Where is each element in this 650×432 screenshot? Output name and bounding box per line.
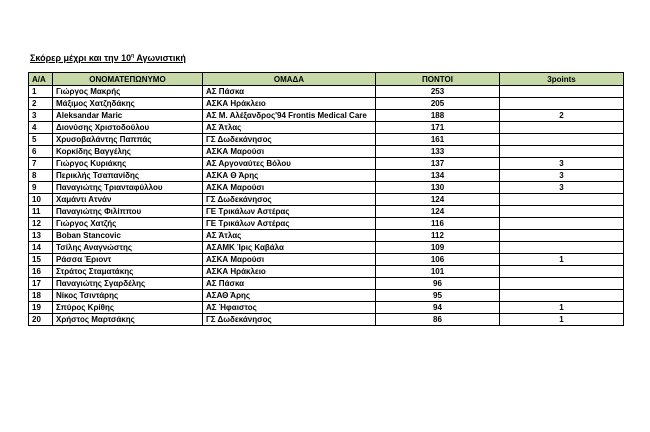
team-name: ΓΣ Δωδεκάνησος (203, 134, 376, 146)
player-name: Γιώργος Μακρής (53, 86, 203, 98)
threes-value: 1 (500, 314, 624, 326)
table-row (29, 230, 624, 242)
row-number: 5 (29, 134, 53, 146)
row-number: 13 (29, 230, 53, 242)
header-threes: 3points (500, 73, 624, 86)
row-number: 6 (29, 146, 53, 158)
row-number: 19 (29, 302, 53, 314)
table-row (29, 182, 624, 194)
player-name: Σπύρος Κρίθης (53, 302, 203, 314)
points-value: 171 (376, 122, 500, 134)
team-name: ΑΣΚΑ Ηράκλειο (203, 98, 376, 110)
row-number: 20 (29, 314, 53, 326)
player-name: Κορκίδης Βαγγέλης (53, 146, 203, 158)
player-name: Νίκος Τσιντάρης (53, 290, 203, 302)
threes-value (500, 86, 624, 98)
table-row (29, 134, 624, 146)
points-value: 161 (376, 134, 500, 146)
threes-value: 1 (500, 254, 624, 266)
table-row (29, 194, 624, 206)
table-header-row (29, 73, 624, 86)
team-name: ΑΣΑΘ Άρης (203, 290, 376, 302)
points-value: 205 (376, 98, 500, 110)
team-name: ΓΣ Δωδεκάνησος (203, 314, 376, 326)
table-row (29, 158, 624, 170)
threes-value (500, 218, 624, 230)
player-name: Τσίλης Αναγνώστης (53, 242, 203, 254)
player-name: Χρυσοβαλάντης Παππάς (53, 134, 203, 146)
row-number: 4 (29, 122, 53, 134)
scorers-table (28, 72, 624, 326)
row-number: 10 (29, 194, 53, 206)
team-name: ΑΣΑΜΚ Ίρις Καβάλα (203, 242, 376, 254)
table-row (29, 170, 624, 182)
points-value: 253 (376, 86, 500, 98)
player-name: Χαμάντι Ατνάν (53, 194, 203, 206)
player-name: Παναγιώτης Τριανταφύλλου (53, 182, 203, 194)
row-number: 9 (29, 182, 53, 194)
points-value: 116 (376, 218, 500, 230)
team-name: ΓΕ Τρικάλων Αστέρας (203, 206, 376, 218)
table-body (29, 86, 624, 326)
points-value: 86 (376, 314, 500, 326)
player-name: Χρήστος Μαρτσάκης (53, 314, 203, 326)
row-number: 16 (29, 266, 53, 278)
player-name: Μάξιμος Χατζηδάκης (53, 98, 203, 110)
row-number: 15 (29, 254, 53, 266)
header-name: ΟΝΟΜΑΤΕΠΩΝΥΜΟ (53, 73, 203, 86)
threes-value (500, 122, 624, 134)
table-row (29, 278, 624, 290)
threes-value (500, 266, 624, 278)
table-row (29, 254, 624, 266)
player-name: Στράτος Σταματάκης (53, 266, 203, 278)
team-name: ΑΣ Άτλας (203, 122, 376, 134)
row-number: 7 (29, 158, 53, 170)
points-value: 124 (376, 206, 500, 218)
team-name: ΑΣ Πάσκα (203, 278, 376, 290)
threes-value: 3 (500, 170, 624, 182)
threes-value (500, 134, 624, 146)
header-points: ΠΟΝΤΟΙ (376, 73, 500, 86)
team-name: ΑΣ Άτλας (203, 230, 376, 242)
table-row (29, 266, 624, 278)
points-value: 112 (376, 230, 500, 242)
header-team: ΟΜΑΔΑ (203, 73, 376, 86)
table-row (29, 98, 624, 110)
threes-value: 3 (500, 158, 624, 170)
points-value: 95 (376, 290, 500, 302)
points-value: 124 (376, 194, 500, 206)
team-name: ΑΣ Αργοναύτες Βόλου (203, 158, 376, 170)
player-name: Παναγιώτης Σγαρδέλης (53, 278, 203, 290)
row-number: 12 (29, 218, 53, 230)
points-value: 130 (376, 182, 500, 194)
row-number: 11 (29, 206, 53, 218)
player-name: Aleksandar Maric (53, 110, 203, 122)
threes-value (500, 242, 624, 254)
player-name: Παναγιώτης Φιλίππου (53, 206, 203, 218)
row-number: 8 (29, 170, 53, 182)
points-value: 134 (376, 170, 500, 182)
player-name: Γιώργος Χατζής (53, 218, 203, 230)
player-name: Διονύσης Χριστοδούλου (53, 122, 203, 134)
table-row (29, 122, 624, 134)
row-number: 14 (29, 242, 53, 254)
table-row (29, 110, 624, 122)
player-name: Boban Stancovic (53, 230, 203, 242)
threes-value (500, 278, 624, 290)
points-value: 137 (376, 158, 500, 170)
points-value: 101 (376, 266, 500, 278)
row-number: 17 (29, 278, 53, 290)
points-value: 106 (376, 254, 500, 266)
row-number: 18 (29, 290, 53, 302)
points-value: 188 (376, 110, 500, 122)
threes-value: 3 (500, 182, 624, 194)
row-number: 3 (29, 110, 53, 122)
player-name: Γιώργος Κυριάκης (53, 158, 203, 170)
table-row (29, 314, 624, 326)
row-number: 1 (29, 86, 53, 98)
team-name: ΑΣΚΑ Μαρούσι (203, 254, 376, 266)
points-value: 109 (376, 242, 500, 254)
threes-value (500, 290, 624, 302)
team-name: ΑΣ Μ. Αλέξανδρος'94 Frontis Medical Care (203, 110, 376, 122)
page-title: Σκόρερ μέχρι και την $10^\eta$ Αγωνιστική (30, 53, 186, 63)
table-row (29, 218, 624, 230)
team-name: ΓΕ Τρικάλων Αστέρας (203, 218, 376, 230)
table-row (29, 302, 624, 314)
player-name: Ράσσα Έριοντ (53, 254, 203, 266)
player-name: Περικλής Τσαπανίδης (53, 170, 203, 182)
table-row (29, 206, 624, 218)
team-name: ΑΣΚΑ Μαρούσι (203, 182, 376, 194)
team-name: ΓΣ Δωδεκάνησος (203, 194, 376, 206)
row-number: 2 (29, 98, 53, 110)
team-name: ΑΣ Πάσκα (203, 86, 376, 98)
team-name: ΑΣ Ήφαιστος (203, 302, 376, 314)
table-row (29, 146, 624, 158)
threes-value (500, 230, 624, 242)
team-name: ΑΣΚΑ Θ Άρης (203, 170, 376, 182)
table-row (29, 86, 624, 98)
threes-value (500, 194, 624, 206)
threes-value (500, 146, 624, 158)
threes-value (500, 206, 624, 218)
points-value: 94 (376, 302, 500, 314)
table-row (29, 242, 624, 254)
table-row (29, 290, 624, 302)
points-value: 96 (376, 278, 500, 290)
header-aa: Α/Α (29, 73, 53, 86)
points-value: 133 (376, 146, 500, 158)
threes-value: 1 (500, 302, 624, 314)
threes-value (500, 98, 624, 110)
threes-value: 2 (500, 110, 624, 122)
team-name: ΑΣΚΑ Μαρούσι (203, 146, 376, 158)
team-name: ΑΣΚΑ Ηράκλειο (203, 266, 376, 278)
